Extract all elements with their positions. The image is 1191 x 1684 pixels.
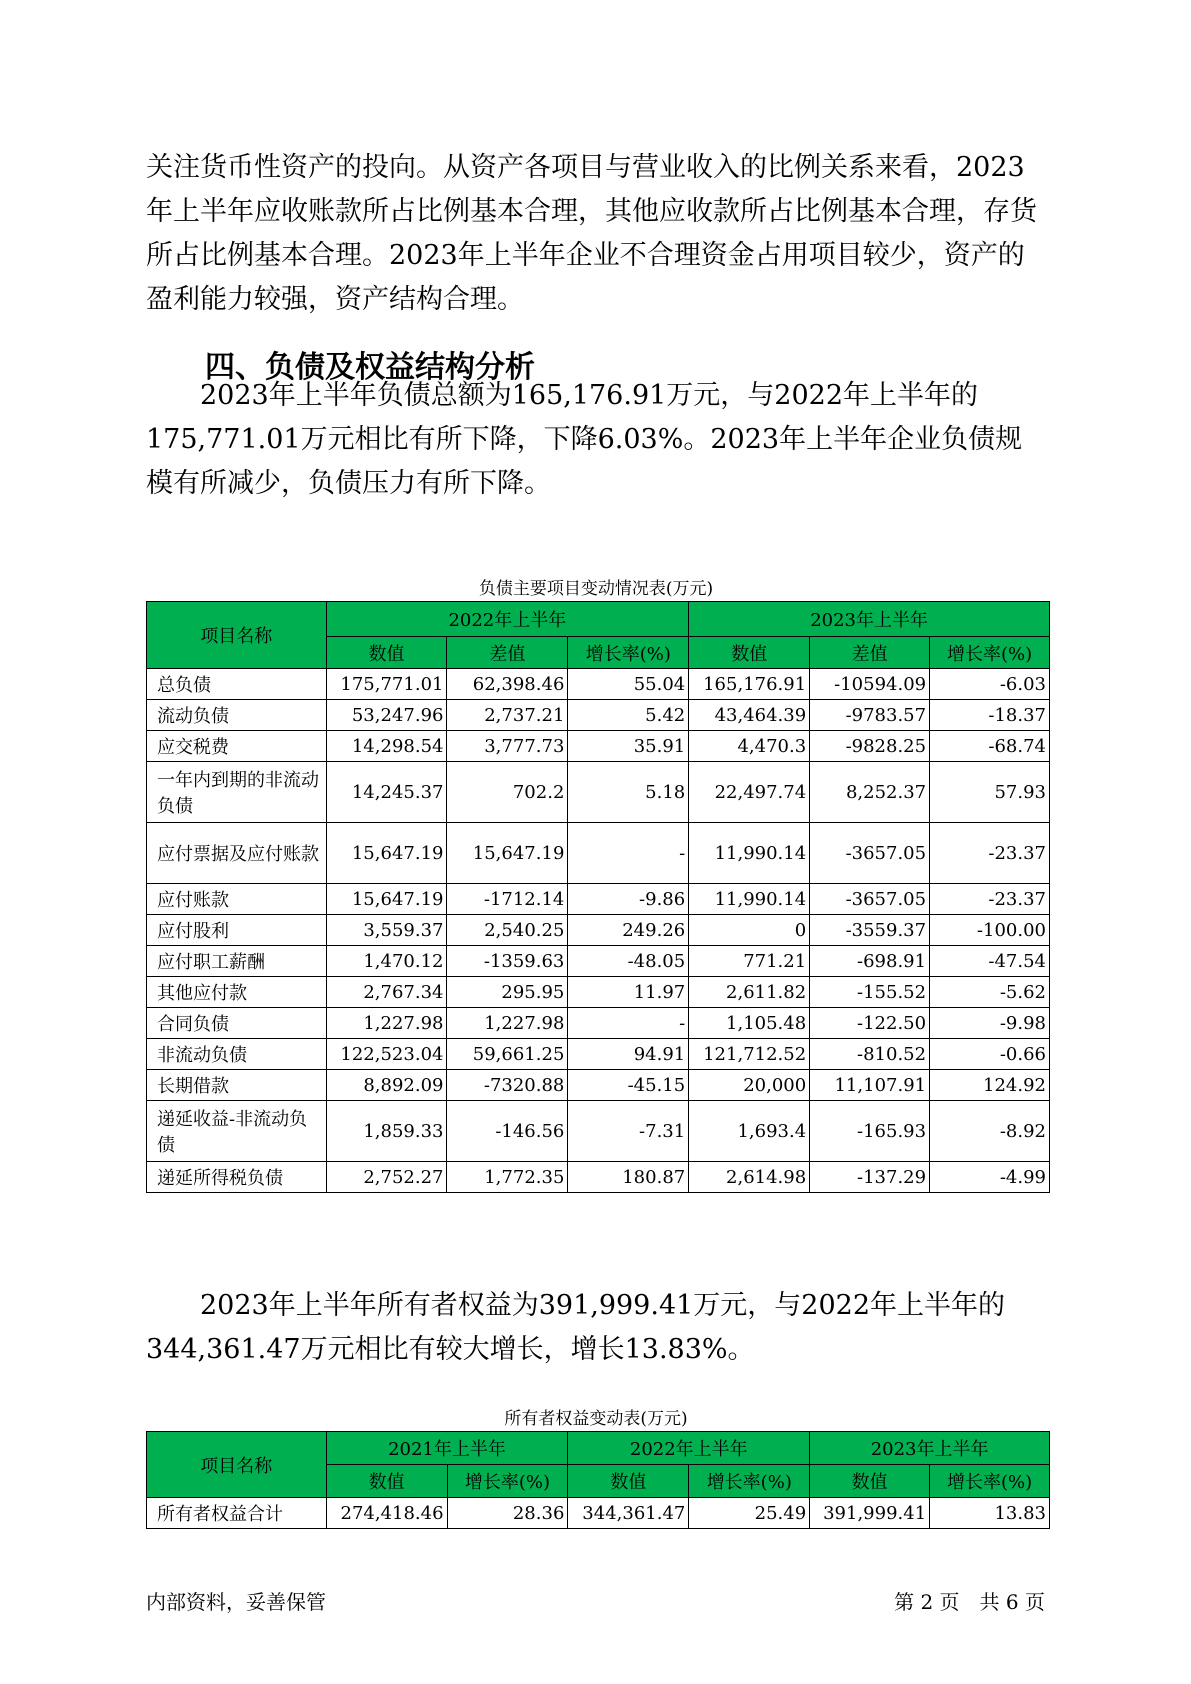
table-cell: 11,990.14	[689, 823, 810, 884]
row-label: 应付股利	[147, 915, 327, 946]
table-cell: -122.50	[810, 1008, 930, 1039]
table-cell: -100.00	[930, 915, 1050, 946]
equity-sub-header: 数值	[326, 1465, 447, 1498]
table-cell: -810.52	[810, 1039, 930, 1070]
row-label: 非流动负债	[147, 1039, 327, 1070]
liability-period-header: 2023年上半年	[689, 602, 1050, 637]
table-cell: -4.99	[930, 1162, 1050, 1193]
table-cell: 2,737.21	[447, 700, 568, 731]
liability-table-caption: 负债主要项目变动情况表(万元)	[478, 579, 714, 599]
row-label: 应付票据及应付账款	[147, 823, 327, 884]
table-cell: -47.54	[930, 946, 1050, 977]
table-cell: -1359.63	[447, 946, 568, 977]
table-cell: 2,614.98	[689, 1162, 810, 1193]
row-label: 合同负债	[147, 1008, 327, 1039]
table-cell: -0.66	[930, 1039, 1050, 1070]
table-cell: 1,470.12	[326, 946, 447, 977]
table-cell: 5.18	[568, 762, 689, 823]
table-cell: 2,611.82	[689, 977, 810, 1008]
table-cell: -698.91	[810, 946, 930, 977]
liability-table-body	[147, 669, 1050, 1193]
table-cell: -3657.05	[810, 823, 930, 884]
table-cell: -7.31	[568, 1101, 689, 1162]
liability-sub-header: 增长率(%)	[568, 637, 689, 669]
liability-period-header: 2022年上半年	[326, 602, 689, 637]
table-row	[147, 977, 1050, 1008]
footer-page-number: 第 2 页 共 6 页	[894, 1590, 1045, 1614]
table-cell: 1,227.98	[447, 1008, 568, 1039]
table-row	[147, 946, 1050, 977]
table-cell: -9.86	[568, 884, 689, 915]
table-cell: 391,999.41	[810, 1498, 930, 1529]
table-cell: -6.03	[930, 669, 1050, 700]
row-label: 递延收益-非流动负债	[147, 1101, 327, 1162]
table-cell: 13.83	[930, 1498, 1050, 1529]
table-cell: 35.91	[568, 731, 689, 762]
equity-sub-header: 增长率(%)	[930, 1465, 1050, 1498]
table-cell: 25.49	[689, 1498, 810, 1529]
equity-table-caption: 所有者权益变动表(万元)	[504, 1409, 688, 1429]
table-cell: 249.26	[568, 915, 689, 946]
table-cell: -5.62	[930, 977, 1050, 1008]
table-cell: 274,418.46	[326, 1498, 447, 1529]
equity-sub-header: 数值	[568, 1465, 689, 1498]
table-cell: 121,712.52	[689, 1039, 810, 1070]
equity-period-header: 2022年上半年	[568, 1432, 810, 1465]
table-cell: -1712.14	[447, 884, 568, 915]
table-cell: 57.93	[930, 762, 1050, 823]
row-label: 总负债	[147, 669, 327, 700]
table-cell: 122,523.04	[326, 1039, 447, 1070]
table-row	[147, 1039, 1050, 1070]
table-row	[147, 700, 1050, 731]
table-row	[147, 1162, 1050, 1193]
table-cell: 4,470.3	[689, 731, 810, 762]
table-cell: 771.21	[689, 946, 810, 977]
section-heading: 四、负债及权益结构分析	[205, 350, 535, 385]
liability-table	[146, 601, 1050, 1193]
table-cell: -9783.57	[810, 700, 930, 731]
equity-sub-header: 增长率(%)	[689, 1465, 810, 1498]
table-cell: 20,000	[689, 1070, 810, 1101]
intro-paragraph: 关注货币性资产的投向。从资产各项目与营业收入的比例关系来看，2023年上半年应收账款所占比例基本合理，其他应收款所占比例基本合理，存货所占比例基本合理。2023年上半年企业不合理资金占用项目较少，资产的盈利能力较强，资产结构合理。	[146, 152, 1037, 315]
table-row	[147, 915, 1050, 946]
table-cell: 2,540.25	[447, 915, 568, 946]
table-cell: 3,559.37	[326, 915, 447, 946]
liability-sub-header: 数值	[326, 637, 447, 669]
table-cell: 15,647.19	[326, 884, 447, 915]
row-label: 所有者权益合计	[147, 1498, 327, 1529]
table-cell: 344,361.47	[568, 1498, 689, 1529]
table-cell: -48.05	[568, 946, 689, 977]
table-cell: 165,176.91	[689, 669, 810, 700]
table-row	[147, 731, 1050, 762]
liability-sub-header: 数值	[689, 637, 810, 669]
liability-paragraph: 2023年上半年负债总额为165,176.91万元，与2022年上半年的175,771.01万元相比有所下降，下降6.03%。2023年上半年企业负债规模有所减少，负债压力有所下降。	[146, 380, 1023, 499]
table-cell: 1,105.48	[689, 1008, 810, 1039]
table-cell: 180.87	[568, 1162, 689, 1193]
table-cell: 8,252.37	[810, 762, 930, 823]
table-cell: -7320.88	[447, 1070, 568, 1101]
table-cell: -9.98	[930, 1008, 1050, 1039]
equity-name-header: 项目名称	[147, 1432, 327, 1498]
table-cell: -68.74	[930, 731, 1050, 762]
row-label: 应付账款	[147, 884, 327, 915]
table-cell: 94.91	[568, 1039, 689, 1070]
table-cell: -165.93	[810, 1101, 930, 1162]
table-row	[147, 823, 1050, 884]
table-cell: -3657.05	[810, 884, 930, 915]
table-row	[147, 884, 1050, 915]
row-label: 应交税费	[147, 731, 327, 762]
table-cell: 28.36	[447, 1498, 568, 1529]
liability-sub-header: 增长率(%)	[930, 637, 1050, 669]
table-cell: -8.92	[930, 1101, 1050, 1162]
table-cell: 55.04	[568, 669, 689, 700]
liability-name-header: 项目名称	[147, 602, 327, 669]
table-cell: 1,772.35	[447, 1162, 568, 1193]
row-label: 流动负债	[147, 700, 327, 731]
row-label: 递延所得税负债	[147, 1162, 327, 1193]
table-cell: -10594.09	[810, 669, 930, 700]
table-cell: -	[568, 1008, 689, 1039]
table-cell: 14,298.54	[326, 731, 447, 762]
table-cell: 5.42	[568, 700, 689, 731]
table-cell: -3559.37	[810, 915, 930, 946]
table-cell: 11,990.14	[689, 884, 810, 915]
equity-paragraph: 2023年上半年所有者权益为391,999.41万元，与2022年上半年的344,361.47万元相比有较大增长，增长13.83%。	[146, 1290, 1006, 1365]
table-cell: 15,647.19	[447, 823, 568, 884]
table-cell: 62,398.46	[447, 669, 568, 700]
table-cell: -155.52	[810, 977, 930, 1008]
table-cell: 14,245.37	[326, 762, 447, 823]
row-label: 一年内到期的非流动负债	[147, 762, 327, 823]
equity-table-body	[147, 1498, 1050, 1529]
liability-sub-header: 差值	[447, 637, 568, 669]
table-row	[147, 1101, 1050, 1162]
table-cell: 295.95	[447, 977, 568, 1008]
table-cell: 43,464.39	[689, 700, 810, 731]
table-cell: 2,752.27	[326, 1162, 447, 1193]
row-label: 其他应付款	[147, 977, 327, 1008]
table-row	[147, 762, 1050, 823]
row-label: 长期借款	[147, 1070, 327, 1101]
table-cell: 22,497.74	[689, 762, 810, 823]
row-label: 应付职工薪酬	[147, 946, 327, 977]
table-cell: 1,227.98	[326, 1008, 447, 1039]
table-cell: -18.37	[930, 700, 1050, 731]
table-cell: -9828.25	[810, 731, 930, 762]
table-cell: 8,892.09	[326, 1070, 447, 1101]
table-cell: 3,777.73	[447, 731, 568, 762]
table-cell: -45.15	[568, 1070, 689, 1101]
equity-table	[146, 1431, 1050, 1529]
table-cell: -23.37	[930, 884, 1050, 915]
equity-sub-header: 数值	[810, 1465, 930, 1498]
table-cell: -137.29	[810, 1162, 930, 1193]
table-cell: 1,693.4	[689, 1101, 810, 1162]
footer-left: 内部资料，妥善保管	[146, 1590, 326, 1614]
equity-period-header: 2023年上半年	[810, 1432, 1050, 1465]
table-cell: -23.37	[930, 823, 1050, 884]
table-cell: -	[568, 823, 689, 884]
table-row	[147, 1008, 1050, 1039]
table-cell: 53,247.96	[326, 700, 447, 731]
table-cell: 11,107.91	[810, 1070, 930, 1101]
table-cell: 175,771.01	[326, 669, 447, 700]
table-cell: 59,661.25	[447, 1039, 568, 1070]
table-row	[147, 1070, 1050, 1101]
table-cell: 124.92	[930, 1070, 1050, 1101]
table-cell: 2,767.34	[326, 977, 447, 1008]
liability-sub-header: 差值	[810, 637, 930, 669]
table-cell: 702.2	[447, 762, 568, 823]
table-cell: -146.56	[447, 1101, 568, 1162]
equity-period-header: 2021年上半年	[326, 1432, 568, 1465]
table-cell: 1,859.33	[326, 1101, 447, 1162]
table-row	[147, 669, 1050, 700]
table-cell: 11.97	[568, 977, 689, 1008]
table-row	[147, 1498, 1050, 1529]
table-cell: 15,647.19	[326, 823, 447, 884]
equity-sub-header: 增长率(%)	[447, 1465, 568, 1498]
table-cell: 0	[689, 915, 810, 946]
